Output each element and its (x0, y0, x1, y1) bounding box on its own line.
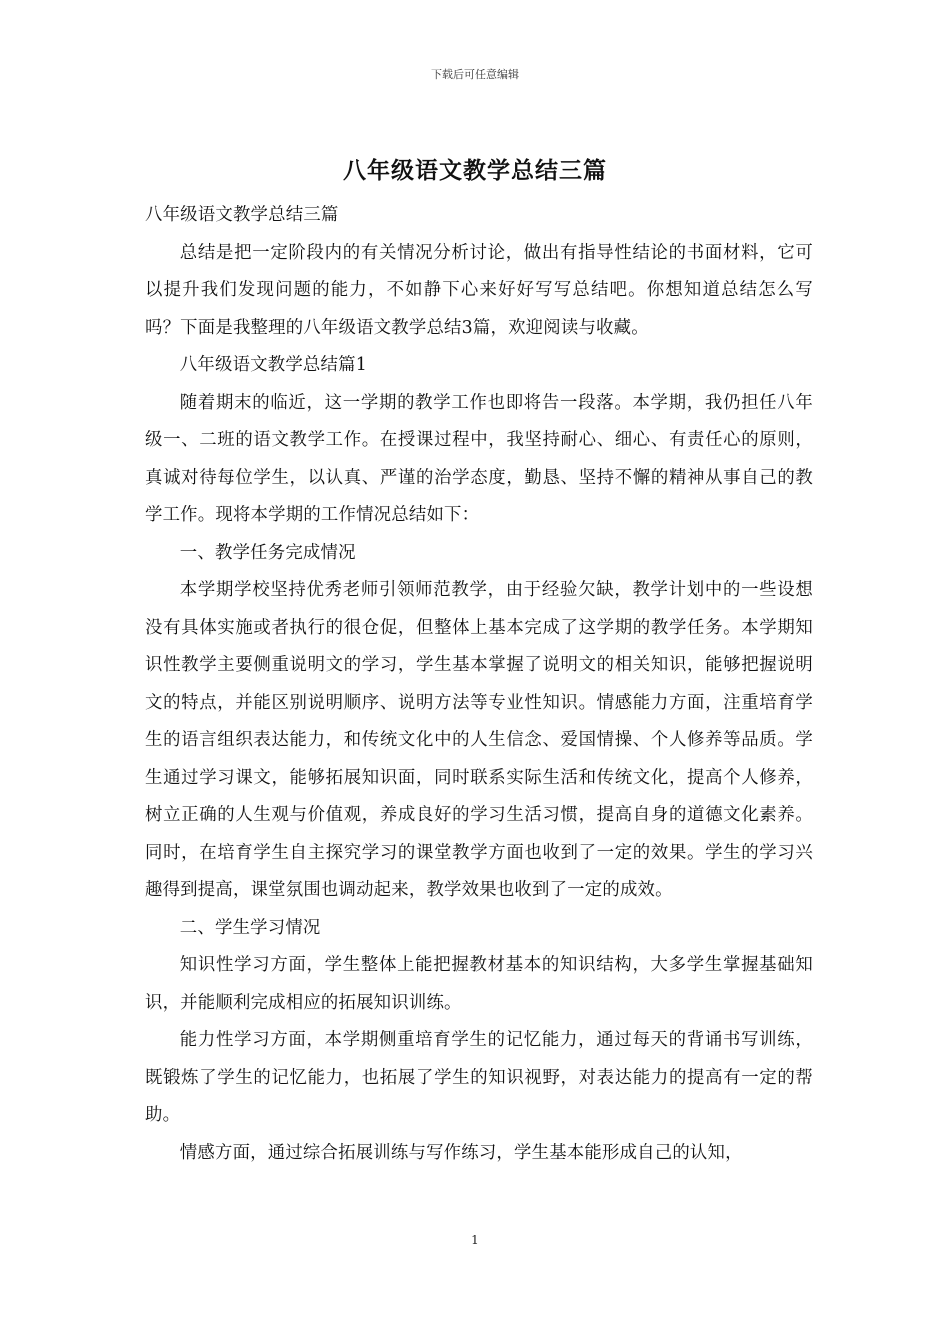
body-paragraph: 本学期学校坚持优秀老师引领师范教学，由于经验欠缺，教学计划中的一些设想没有具体实施或者执行的很仓促，但整体上基本完成了这学期的教学任务。本学期知识性教学主要侧重说明文的学习，学生基本掌握了说明文的相关知识，能够把握说明文的特点，并能区别说明顺序、说明方法等专业性知识。情感能力方面，注重培育学生的语言组织表达能力，和传统文化中的人生信念、爱国情操、个人修养等品质。学生通过学习课文，能够拓展知识面，同时联系实际生活和传统文化，提高个人修养，树立正确的人生观与价值观，养成良好的学习生活习惯，提高自身的道德文化素养。同时，在培育学生自主探究学习的课堂教学方面也收到了一定的效果。学生的学习兴趣得到提高，课堂氛围也调动起来，教学效果也收到了一定的成效。 (145, 580, 813, 900)
body-paragraph: 能力性学习方面，本学期侧重培育学生的记忆能力，通过每天的背诵书写训练，既锻炼了学生的记忆能力，也拓展了学生的知识视野，对表达能力的提高有一定的帮助。 (145, 1030, 813, 1125)
page-header-note: 下载后可任意编辑 (431, 68, 519, 81)
body-paragraph: 知识性学习方面，学生整体上能把握教材基本的知识结构，大多学生掌握基础知识，并能顺利完成相应的拓展知识训练。 (145, 955, 813, 1013)
body-paragraph: 二、学生学习情况 (179, 917, 321, 938)
document-body (145, 197, 813, 1172)
body-paragraph: 一、教学任务完成情况 (179, 542, 356, 563)
body-paragraph: 情感方面，通过综合拓展训练与写作练习，学生基本能形成自己的认知， (179, 1142, 743, 1163)
body-paragraph: 八年级语文教学总结三篇 (145, 205, 339, 225)
body-paragraph: 总结是把一定阶段内的有关情况分析讨论，做出有指导性结论的书面材料，它可以提升我们发现问题的能力，不如静下心来好好写写总结吧。你想知道总结怎么写吗？下面是我整理的八年级语文教学总结3篇，欢迎阅读与收藏。 (145, 242, 813, 338)
body-paragraph: 随着期末的临近，这一学期的教学工作也即将告一段落。本学期，我仍担任八年级一、二班的语文教学工作。在授课过程中，我坚持耐心、细心、有责任心的原则，真诚对待每位学生，以认真、严谨的治学态度，勤恳、坚持不懈的精神从事自己的教学工作。现将本学期的工作情况总结如下： (145, 392, 813, 525)
page-number: 1 (471, 1233, 479, 1247)
document-title: 八年级语文教学总结三篇 (343, 157, 607, 184)
body-paragraph: 八年级语文教学总结篇1 (179, 355, 367, 375)
